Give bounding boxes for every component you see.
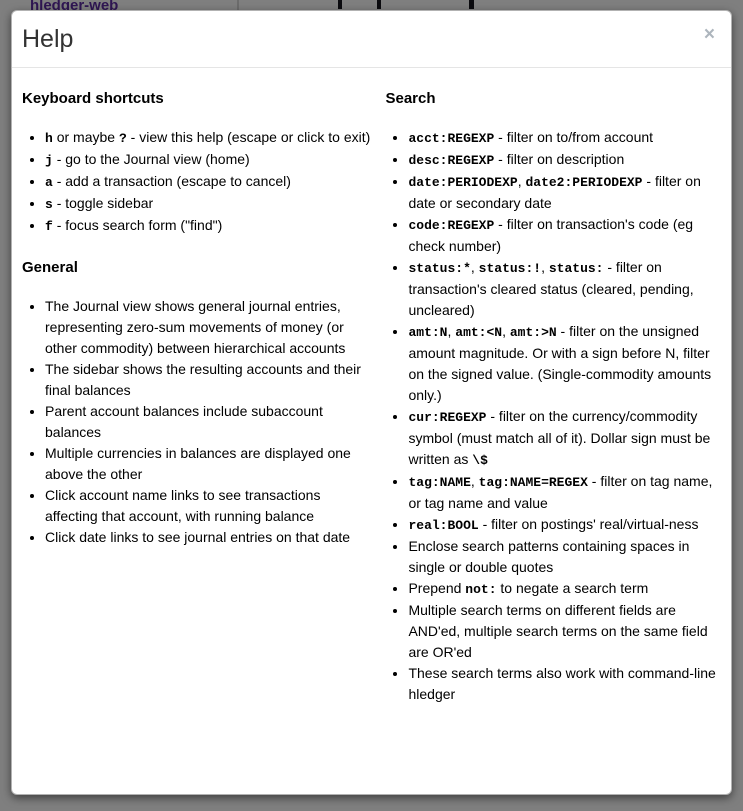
help-list-keyboard-shortcuts xyxy=(22,127,371,237)
code-term: tag:NAME=REGEX xyxy=(478,475,588,490)
code-term: \$ xyxy=(472,453,488,468)
list-item: • Click account name links to see transactions affecting that account, with running balance xyxy=(45,485,371,527)
list-item: • a - add a transaction (escape to cancel) xyxy=(45,171,371,193)
code-term: j xyxy=(45,153,53,168)
list-item: • h or maybe ? - view this help (escape or click to exit) xyxy=(45,127,371,149)
code-term: not: xyxy=(465,582,497,597)
code-term: cur:REGEXP xyxy=(408,410,487,425)
list-item: • f - focus search form ("find") xyxy=(45,215,371,237)
section-heading-search: Search xyxy=(385,90,436,107)
code-term: desc:REGEXP xyxy=(408,153,495,168)
list-item: • tag:NAME, tag:NAME=REGEX - filter on tag name, or tag name and value xyxy=(408,471,721,514)
help-modal xyxy=(11,10,732,795)
code-term: s xyxy=(45,197,53,212)
code-term: code:REGEXP xyxy=(408,218,495,233)
list-item: • amt:N, amt:<N, amt:>N - filter on the unsigned amount magnitude. Or with a sign before N, filter on the signed value. (Single-commodity amounts only.) xyxy=(408,321,721,406)
code-term: acct:REGEXP xyxy=(408,131,495,146)
code-term: f xyxy=(45,219,53,234)
section-heading-keyboard-shortcuts: Keyboard shortcuts xyxy=(22,90,164,107)
code-term: tag:NAME xyxy=(408,475,471,490)
list-item: • j - go to the Journal view (home) xyxy=(45,149,371,171)
modal-body xyxy=(12,68,731,715)
code-term: status:! xyxy=(478,261,542,276)
code-term: ? xyxy=(118,131,127,146)
list-item: • Multiple currencies in balances are displayed one above the other xyxy=(45,443,371,485)
code-term: a xyxy=(45,175,53,190)
list-item: • Click date links to see journal entries on that date xyxy=(45,527,371,548)
code-term: amt:N xyxy=(408,325,448,340)
help-list-search xyxy=(385,127,721,705)
list-item: • status:*, status:!, status: - filter on transaction's cleared status (cleared, pending, uncleared) xyxy=(408,257,721,321)
code-term: h xyxy=(45,131,53,146)
code-term: date:PERIODEXP xyxy=(408,175,518,190)
code-term: status:* xyxy=(408,261,471,276)
modal-header xyxy=(12,11,731,68)
list-item: • s - toggle sidebar xyxy=(45,193,371,215)
list-item: • code:REGEXP - filter on transaction's code (eg check number) xyxy=(408,214,721,257)
list-item: • acct:REGEXP - filter on to/from account xyxy=(408,127,721,149)
list-item: • desc:REGEXP - filter on description xyxy=(408,149,721,171)
section-heading-general: General xyxy=(22,259,78,276)
close-icon[interactable]: × xyxy=(703,24,715,45)
list-item: • Multiple search terms on different fields are AND'ed, multiple search terms on the same field are OR'ed xyxy=(408,600,721,663)
help-column-right xyxy=(385,68,721,715)
list-item: • cur:REGEXP - filter on the currency/commodity symbol (must match all of it). Dollar sign must be written as \$ xyxy=(408,406,721,471)
list-item: • Enclose search patterns containing spaces in single or double quotes xyxy=(408,536,721,578)
help-list-general xyxy=(22,296,371,548)
code-term: real:BOOL xyxy=(408,518,479,533)
list-item: • These search terms also work with command-line hledger xyxy=(408,663,721,705)
list-item: • The sidebar shows the resulting accounts and their final balances xyxy=(45,359,371,401)
help-column-left xyxy=(22,68,385,715)
code-term: amt:>N xyxy=(509,325,557,340)
code-term: status: xyxy=(548,261,604,276)
code-term: amt:<N xyxy=(455,325,503,340)
list-item: • real:BOOL - filter on postings' real/virtual-ness xyxy=(408,514,721,536)
list-item: • date:PERIODEXP, date2:PERIODEXP - filter on date or secondary date xyxy=(408,171,721,214)
list-item: • Parent account balances include subaccount balances xyxy=(45,401,371,443)
list-item: • The Journal view shows general journal entries, representing zero-sum movements of money (or other commodity) between hierarchical accounts xyxy=(45,296,371,359)
list-item: • Prepend not: to negate a search term xyxy=(408,578,721,600)
modal-title: Help xyxy=(22,25,74,53)
code-term: date2:PERIODEXP xyxy=(525,175,643,190)
